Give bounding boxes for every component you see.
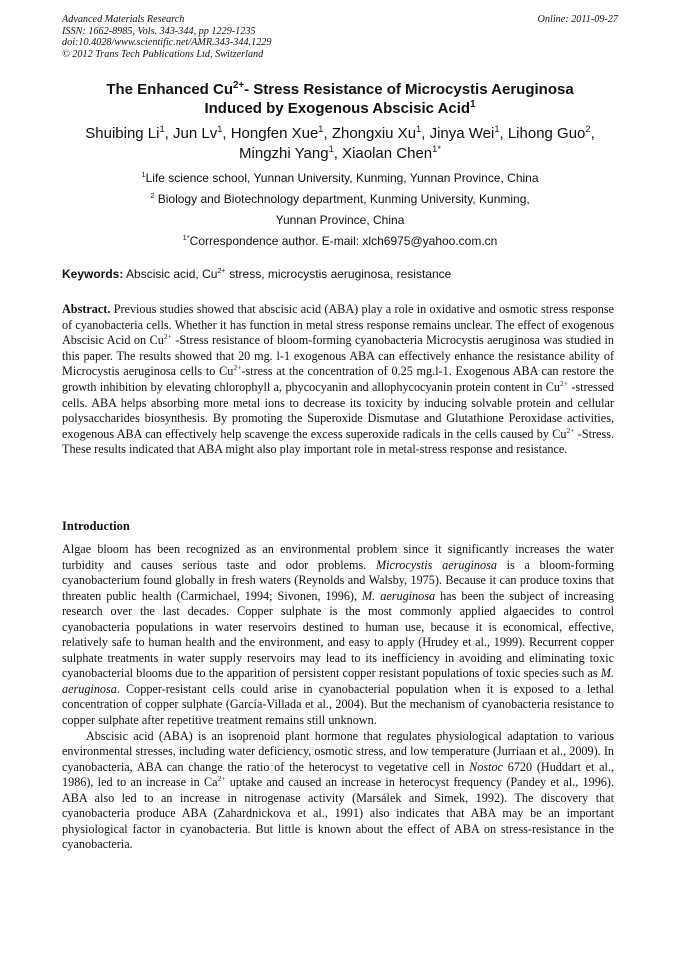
paragraph: Abscisic acid (ABA) is an isoprenoid plant hormone that regulates physiological adaptation to various environmental stresses, including water deficiency, osmotic stress, and low temperature (Jurriaan et al., 2009). In cyanobacteria, ABA can change the ratio of the heterocyst to vegetative cell in Nostoc 6720 (Huddart et al., 1986), led to an increase in $Ca^{2+}$ uptake and caused an increase in heterocyst frequency (Pandey et al., 1996). ABA also led to an increase in nitrogenase activity (Marsálek and Simek, 1992). The discovery that cyanobacteria produce ABA (Zahardnickova et al., 1991) also indicates that ABA may be an important physiological factor in cyanobacteria. But little is known about the effect of ABA on stress-resistance in the cyanobacteria. — [62, 728, 614, 852]
journal-issn: ISSN: 1662-8985, Vols. 343-344, pp 1229-1235 — [62, 25, 256, 37]
journal-name: Advanced Materials Research — [62, 14, 185, 25]
author: Lihong Guo$^2$, — [507, 124, 595, 142]
affiliation-2: $^2$ Biology and Biotechnology department, Kunming University, Kunming, — [150, 191, 530, 206]
abstract: Abstract. Previous studies showed that abscisic acid (ABA) play a role in oxidative and osmotic stress response of cyanobacteria cells. Whether it has function in metal stress response remains unclear. The effect of exogenous Abscisic Acid on $Cu^{2+}$ -Stress resistance of bloom-forming cyanobacteria Microcystis aeruginosa was studied in this paper. The results showed that 20 mg. l-1 exogenous ABA can effectively enhance the resistance ability of Microcystis aeruginosa cells to $Cu^{2+}$-stress at the concentration of 0.25 mg.l-1. Exogenous ABA can restore the growth inhibition by elevating chlorophyll a, phycocyanin and allophycocyanin protein content in $Cu^{2+}$ -stressed cells. ABA helps absorbing more metal ions to decrease its toxicity by inducing solvable protein and cellular polysaccharides biosynthesis. By promoting the Superoxide Dismutase and Glutathione Peroxidase activities, exogenous ABA can effectively help scavenge the excess superoxide radicals in the cells caused by $Cu^{2+}$ -Stress. These results indicated that ABA might also play important role in metal-stress response and resistance. — [62, 302, 615, 457]
correspondence-email: Correspondence author. E-mail: xlch6975@yahoo.com.cn — [189, 234, 498, 248]
journal-copyright: © 2012 Trans Tech Publications Ltd, Switzerland — [62, 48, 264, 60]
affiliation-1: $^1$Life science school, Yunnan University, Kunming, Yunnan Province, China — [141, 170, 539, 185]
introduction-heading: Introduction — [62, 519, 130, 533]
journal-header — [62, 14, 618, 60]
author: Jun Lv$^1$, — [173, 124, 231, 142]
author: Shuibing Li$^1$, — [85, 124, 173, 142]
author: Hongfen Xue$^1$, — [230, 124, 332, 142]
author: Zhongxiu Xu$^1$, — [331, 124, 430, 142]
correspondence: $^{1*}$Correspondence author. E-mail: xlch6975@yahoo.com.cn — [182, 233, 498, 248]
introduction-body — [62, 542, 614, 853]
abstract-label: Abstract. — [62, 302, 111, 316]
author: Jinya Wei$^1$, — [429, 124, 508, 142]
title-line-1: The Enhanced $Cu^{2+}-$ Stress Resistance of Microcystis Aeruginosa — [106, 80, 574, 98]
title-line-2: Induced by Exogenous Abscisic Acid$^1$ — [204, 99, 476, 117]
author-line-1 — [62, 124, 618, 144]
author-list — [62, 124, 618, 164]
journal-doi: doi:10.4028/www.scientific.net/AMR.343-344.1229 — [62, 37, 272, 49]
keywords: Keywords: Abscisic acid, $Cu^{2+}$ stress, microcystis aeruginosa, resistance — [62, 266, 452, 281]
paragraph: Algae bloom has been recognized as an environmental problem since it significantly increases the water turbidity and causes serious taste and odor problems. Microcystis aeruginosa is a bloom-forming cyanobacterium found globally in fresh waters (Reynolds and Walsby, 1975). Because it can produce toxins that threaten public health (Carmichael, 1994; Sivonen, 1996), M. aeruginosa has been the subject of increasing research over the last decades. Copper sulphate is the most commonly applied algaecides to control cyanobacteria populations in water reservoirs destined to human use, because it is economical, effective, relatively safe to human health and the environment, and easy to apply (Hrudey et al., 1999). Recurrent copper sulphate treatments in water supply reservoirs may lead to its inefficiency in avoiding and eliminating toxic cyanobacterial blooms due to the apparition of persistent copper resistant populations of toxic species such as M. aeruginosa. Copper-resistant cells could arise in cyanobacterial population when it is exposed to a lethal concentration of copper sulphate (García-Villada et al., 2004). But the mechanism of cyanobacteria resistance to copper sulphate after repetitive treatment remains still unknown. — [62, 542, 614, 728]
author: Mingzhi Yang$^1$, — [239, 144, 343, 162]
author-line-2 — [62, 144, 618, 164]
paper-title — [62, 80, 618, 118]
affiliations — [62, 168, 618, 252]
keywords-label: Keywords: — [62, 267, 124, 281]
author: Xiaolan Chen$^{1*}$ — [342, 144, 441, 162]
online-date: Online: 2011-09-27 — [537, 14, 618, 25]
affiliation-2-cont: Yunnan Province, China — [275, 213, 405, 227]
